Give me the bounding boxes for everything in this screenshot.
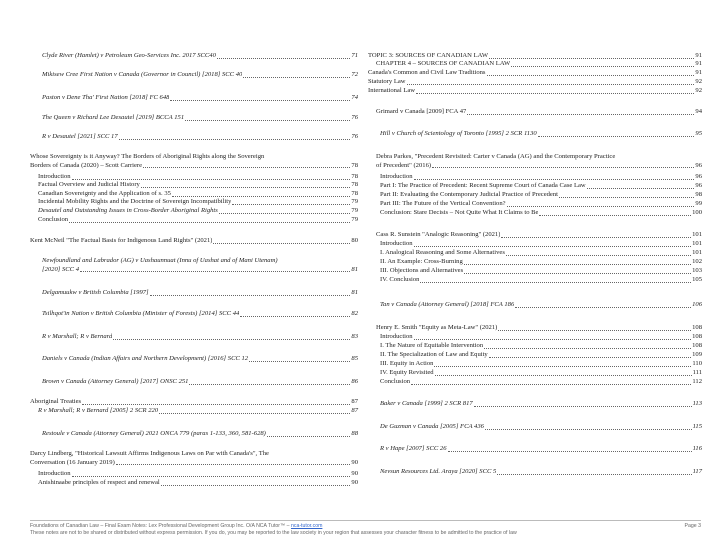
toc-entry[interactable]: Aboriginal Treaties 87 bbox=[30, 398, 358, 405]
toc-entry[interactable]: I. The Nature of Equitable Intervention 108 bbox=[380, 342, 702, 349]
toc-entry[interactable]: Incidental Mobility Rights and the Doctrine of Sovereign Incompatibility 79 bbox=[38, 198, 358, 205]
toc-entry[interactable]: Debra Parkes, "Precedent Revisited: Carter v Canada (AG) and the Contemporary Practice of Precedent" (2016) 96 bbox=[376, 153, 702, 169]
toc-entry[interactable]: Baker v Canada [1999] 2 SCR 817 113 bbox=[380, 400, 702, 407]
toc-entry[interactable]: Grimard v Canada [2009] FCA 47 94 bbox=[376, 108, 702, 115]
toc-entry[interactable]: Tan v Canada (Attorney General) [2018] FCA 186 106 bbox=[380, 301, 702, 308]
footer-credit: Foundations of Canadian Law – Final Exam Notes: Lex Professional Development Group Inc. O/A NCA Tutor™ – nca-tutor.com bbox=[30, 523, 323, 529]
toc-entry[interactable]: Introduction 101 bbox=[380, 240, 702, 247]
footer-link[interactable]: nca-tutor.com bbox=[290, 523, 323, 529]
toc-entry[interactable]: I. Analogical Reasoning and Some Alternatives 101 bbox=[380, 249, 702, 256]
toc-entry[interactable]: Hill v Church of Scientology of Toronto [1995] 2 SCR 1130 95 bbox=[380, 130, 702, 137]
toc-entry[interactable]: Cass R. Sunstein "Analogic Reasoning" (2021) 101 bbox=[376, 231, 702, 238]
toc-entry[interactable]: Darcy Lindberg, "Historical Lawsuit Affirms Indigenous Laws on Par with Canada's", The Conversation (16 January 2019) 90 bbox=[30, 450, 358, 466]
toc-entry[interactable]: R v Hape [2007] SCC 26 116 bbox=[380, 445, 702, 452]
toc-entry[interactable]: Delgamuukw v British Columbia [1997] 81 bbox=[42, 289, 358, 296]
toc-entry[interactable]: Statutory Law 92 bbox=[368, 78, 702, 85]
footer-notice: These notes are not to be shared or distributed without express permission. If you do, you may be reported to the law society in your region that assesses your character fitness to be admitted to the practice of law bbox=[30, 530, 517, 536]
toc-entry[interactable]: Introduction 90 bbox=[38, 470, 358, 477]
toc-entry[interactable]: Paston v Dene Tha' First Nation [2018] FC 648 74 bbox=[42, 94, 358, 101]
toc-entry[interactable]: Henry E. Smith "Equity as Meta-Law" (2021) 108 bbox=[376, 324, 702, 331]
toc-entry[interactable]: The Queen v Richard Lee Desautel [2019] BCCA 151 76 bbox=[42, 114, 358, 121]
footer-divider bbox=[30, 520, 701, 521]
toc-entry[interactable]: Introduction 108 bbox=[380, 333, 702, 340]
toc-entry[interactable]: Nevsun Resources Ltd. Araya [2020] SCC 5 117 bbox=[380, 468, 702, 475]
toc-entry[interactable]: II. An Example: Cross-Burning 102 bbox=[380, 258, 702, 265]
toc-entry[interactable]: III. Objections and Alternatives 103 bbox=[380, 267, 702, 274]
toc-entry[interactable]: De Guzman v Canada [2005] FCA 436 115 bbox=[380, 423, 702, 430]
toc-entry[interactable]: Anishinaabe principles of respect and renewal 90 bbox=[38, 479, 358, 486]
toc-entry[interactable]: III. Equity in Action 110 bbox=[380, 360, 702, 367]
toc-entry[interactable]: Tsilhqot'in Nation v British Columbia (Minister of Forests) [2014] SCC 44 82 bbox=[42, 310, 358, 317]
toc-entry[interactable]: Whose Sovereignty is it Anyway? The Borders of Aboriginal Rights along the Sovereign Borders of Canada (2020) – Scott Carriere 78 bbox=[30, 153, 358, 169]
toc-entry[interactable]: CHAPTER 4 – SOURCES OF CANADIAN LAW 91 bbox=[376, 60, 702, 67]
toc-entry[interactable]: Conclusion: Stare Decisis – Not Quite What It Claims to Be 100 bbox=[380, 209, 702, 216]
toc-entry[interactable]: R v Marshall; R v Bernard 83 bbox=[42, 333, 358, 340]
toc-entry[interactable]: Introduction 78 bbox=[38, 173, 358, 180]
toc-entry[interactable]: R v Marshall; R v Bernard [2005] 2 SCR 220 87 bbox=[38, 407, 358, 414]
toc-entry[interactable]: IV. Conclusion 105 bbox=[380, 276, 702, 283]
toc-entry[interactable]: Part II: Evaluating the Contemporary Judicial Practice of Precedent 98 bbox=[380, 191, 702, 198]
toc-entry[interactable]: Clyde River (Hamlet) v Petroleum Geo-Services Inc. 2017 SCC40 71 bbox=[42, 52, 358, 59]
toc-entry[interactable]: Kent McNeil "The Factual Basis for Indigenous Land Rights" (2021) 80 bbox=[30, 237, 358, 244]
toc-entry[interactable]: TOPIC 3: SOURCES OF CANADIAN LAW 91 bbox=[368, 52, 702, 59]
toc-entry[interactable]: Desautel and Outstanding Issues in Cross-Border Aboriginal Rights 79 bbox=[38, 207, 358, 214]
toc-entry[interactable]: IV. Equity Revisited 111 bbox=[380, 369, 702, 376]
toc-entry[interactable]: R v Desautel [2021] SCC 17 76 bbox=[42, 133, 358, 140]
toc-entry[interactable]: Part I: The Practice of Precedent: Recent Supreme Court of Canada Case Law 96 bbox=[380, 182, 702, 189]
toc-entry[interactable]: Daniels v Canada (Indian Affairs and Northern Development) [2016] SCC 12 85 bbox=[42, 355, 358, 362]
toc-entry[interactable]: Mikisew Cree First Nation v Canada (Governor in Council) [2018] SCC 40 72 bbox=[42, 71, 358, 78]
toc-entry[interactable]: Brown v Canada (Attorney General) [2017] ONSC 251 86 bbox=[42, 378, 358, 385]
toc-entry[interactable]: Introduction 96 bbox=[380, 173, 702, 180]
toc-entry[interactable]: Newfoundland and Labrador (AG) v Uashaunnuat (Innu of Uashat and of Mani Utenam) [2020] SCC 4 81 bbox=[42, 257, 358, 273]
toc-entry[interactable]: II. The Specialization of Law and Equity 109 bbox=[380, 351, 702, 358]
toc-entry[interactable]: Conclusion 112 bbox=[380, 378, 702, 385]
toc-entry[interactable]: Conclusion 79 bbox=[38, 216, 358, 223]
toc-entry[interactable]: Canadian Sovereignty and the Application of s. 35 78 bbox=[38, 190, 358, 197]
toc-entry[interactable]: Part III: The Future of the Vertical Convention? 99 bbox=[380, 200, 702, 207]
toc-entry[interactable]: Factual Overview and Judicial History 78 bbox=[38, 181, 358, 188]
page-number: Page 3 bbox=[684, 523, 701, 529]
toc-entry[interactable]: Canada's Common and Civil Law Traditions 91 bbox=[368, 69, 702, 76]
toc-entry[interactable]: International Law 92 bbox=[368, 87, 702, 94]
page-footer bbox=[30, 520, 701, 536]
toc-entry[interactable]: Restoule v Canada (Attorney General) 2021 ONCA 779 (paras 1-133, 360, 581-628) 88 bbox=[42, 430, 358, 437]
